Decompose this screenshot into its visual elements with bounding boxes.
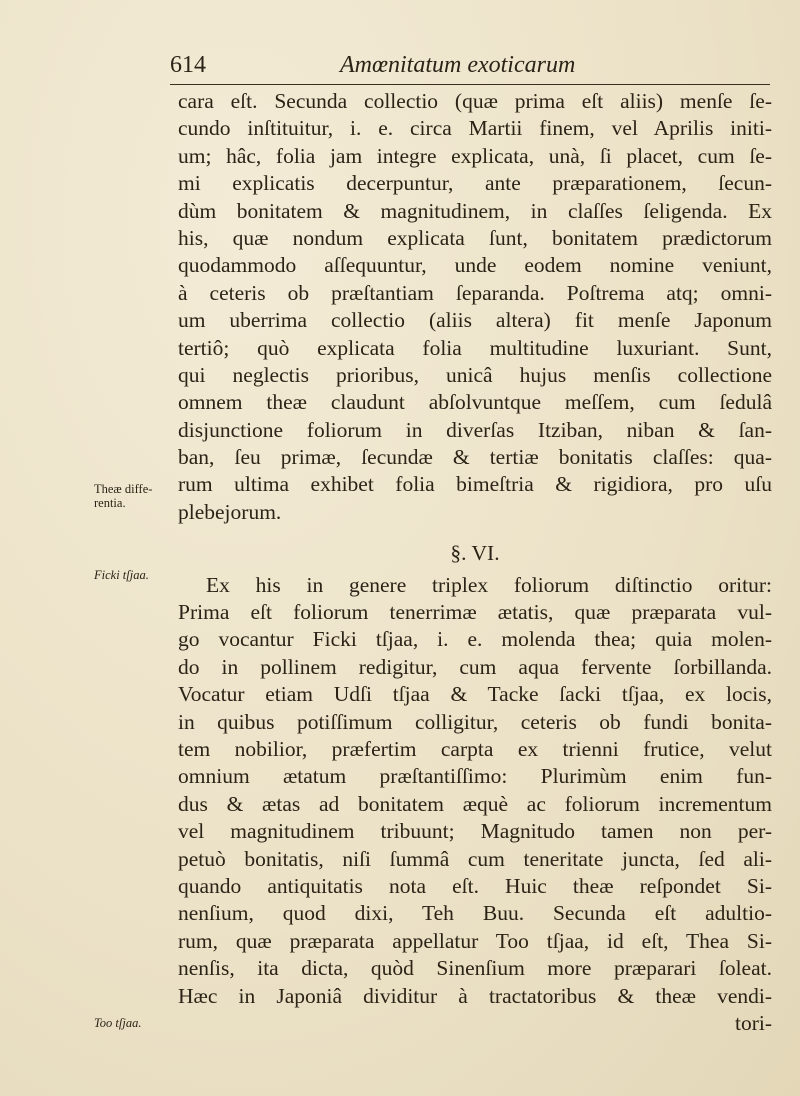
text-line: tertiô; quò explicata folia multitudine luxuriant. Sunt, [178, 335, 772, 360]
body-text [178, 88, 772, 1037]
text-line: in quibus potiſſimum colligitur, ceteris ob fundi bonita- [178, 709, 772, 734]
text-line: Prima eſt foliorum tenerrimæ ætatis, quæ præparata vul- [178, 600, 772, 625]
text-line: omnium ætatum præſtantiſſimo: Plurimùm enim fun- [178, 764, 772, 789]
text-line: rum, quæ præparata appellatur Too tſjaa, id eſt, Thea Si- [178, 928, 772, 953]
text-line: dus & ætas ad bonitatem æquè ac foliorum incrementum [178, 791, 772, 816]
text-line: do in pollinem redigitur, cum aqua fervente ſorbillanda. [178, 654, 772, 679]
text-line: Ex his in genere triplex foliorum diſtinctio oritur: [206, 572, 772, 597]
catchword: tori- [734, 1010, 772, 1035]
text-line: disjunctione foliorum in diverſas Itziban, niban & ſan- [178, 417, 772, 442]
text-line: qui neglectis prioribus, unicâ hujus menſis collectione [178, 362, 772, 387]
text-line: go vocantur Ficki tſjaa, i. e. molenda thea; quia molen- [178, 627, 772, 652]
text-line: plebejorum. [178, 499, 282, 524]
margin-note-ficki-tsjaa: Ficki tſjaa. [94, 568, 149, 582]
text-line: quodammodo aſſequuntur, unde eodem nomine veniunt, [178, 253, 772, 278]
margin-note-too-tsjaa: Too tſjaa. [94, 1016, 142, 1030]
page-number: 614 [170, 52, 206, 78]
running-title: Amœnitatum exoticarum [340, 52, 576, 78]
margin-note-theae-differentia [94, 482, 152, 510]
text-line: rum ultima exhibet folia bimeſtria & rigidiora, pro uſu [178, 472, 772, 497]
text-line: um; hâc, folia jam integre explicata, unà, ſi placet, cum ſe- [178, 143, 772, 168]
section-heading: §. VI. [450, 541, 500, 566]
text-line: omnem theæ claudunt abſolvuntque meſſem, cum ſedulâ [178, 390, 772, 415]
text-line: cundo inſtituitur, i. e. circa Martii finem, vel Aprilis initi- [178, 116, 772, 141]
page-header [170, 52, 770, 86]
text-line: dùm bonitatem & magnitudinem, in claſſes ſeligenda. Ex [178, 198, 772, 223]
text-line: vel magnitudinem tribuunt; Magnitudo tamen non per- [178, 819, 772, 844]
text-line: petuò bonitatis, niſi ſummâ cum teneritate juncta, ſed ali- [178, 846, 772, 871]
header-rule [170, 84, 770, 85]
text-line: nenſis, ita dicta, quòd Sinenſium more præparari ſoleat. [178, 956, 772, 981]
text-line: Hæc in Japoniâ dividitur à tractatoribus & theæ vendi- [178, 983, 772, 1008]
text-line: cara eſt. Secunda collectio (quæ prima eſt aliis) menſe ſe- [178, 89, 772, 113]
text-line: um uberrima collectio (aliis altera) fit menſe Japonum [178, 308, 772, 333]
text-line: mi explicatis decerpuntur, ante præparationem, ſecun- [178, 171, 772, 196]
text-line: à ceteris ob præſtantiam ſeparanda. Poſtrema atq; omni- [178, 280, 772, 305]
text-line: his, quæ nondum explicata ſunt, bonitatem prædictorum [178, 225, 772, 250]
text-line: quando antiquitatis nota eſt. Huic theæ reſpondet Si- [178, 873, 772, 898]
margin-note-line: Theæ diffe- [94, 482, 153, 496]
text-line: tem nobilior, præfertim carpta ex trienni frutice, velut [178, 736, 772, 761]
margin-note-line: rentia. [94, 496, 126, 510]
text-line: ban, ſeu primæ, ſecundæ & tertiæ bonitatis claſſes: qua- [178, 445, 772, 470]
text-line: nenſium, quod dixi, Teh Buu. Secunda eſt adultio- [178, 901, 772, 926]
text-line: Vocatur etiam Udſi tſjaa & Tacke ſacki tſjaa, ex locis, [178, 682, 772, 707]
